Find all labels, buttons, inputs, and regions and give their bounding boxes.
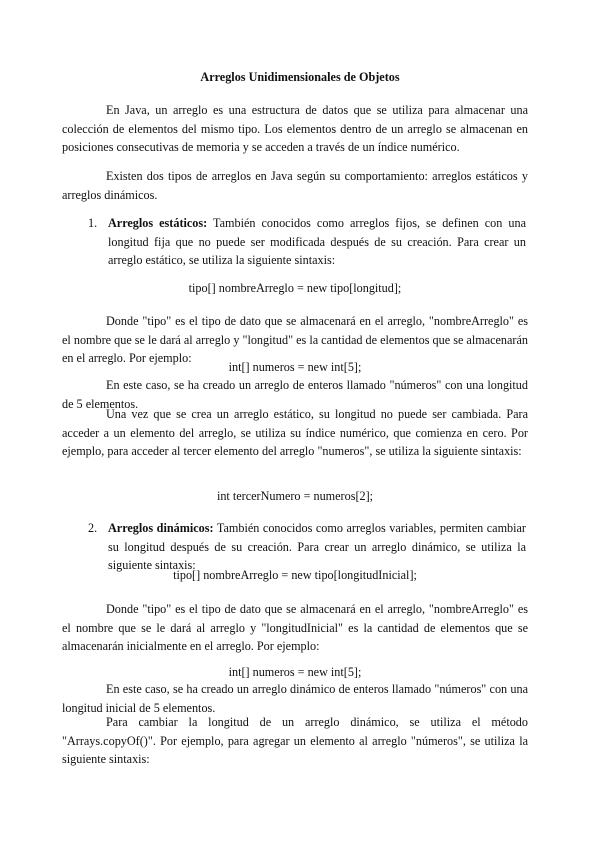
static-description: También conocidos como arreglos fijos, se definen con una longitud fija que no puede ser modificada después de su creación. Para crear un arreglo estático, se utiliza la siguiente sintaxis: (108, 216, 526, 267)
list-number-2: 2. (88, 521, 98, 535)
code-static-declaration: tipo[] nombreArreglo = new tipo[longitud]; (188, 281, 402, 295)
intro-paragraph-1: En Java, un arreglo es una estructura de datos que se utiliza para almacenar una colección de elementos del mismo tipo. Los elementos dentro de un arreglo se almacenan en posiciones consecutivas de memoria y se acceden a través de un índice numérico. (62, 103, 528, 154)
static-acceso-paragraph: Una vez que se crea un arreglo estático, su longitud no puede ser cambiada. Para acceder a un elemento del arreglo, se utiliza su índice numérico, que comienza en cero. Por ejemplo, para acceder al tercer elemento del arreglo "numeros", se utiliza la siguiente sintaxis: (62, 407, 528, 458)
static-heading: Arreglos estáticos: (108, 216, 208, 230)
code-dynamic-example: int[] numeros = new int[5]; (228, 665, 362, 679)
intro-paragraph-2: Existen dos tipos de arreglos en Java según su comportamiento: arreglos estáticos y arreglos dinámicos. (62, 169, 528, 202)
static-caso-paragraph: En este caso, se ha creado un arreglo de enteros llamado "números" con una longitud de 5 elementos. (62, 378, 528, 411)
dynamic-description: También conocidos como arreglos variables, permiten cambiar su longitud después de su creación. Para crear un arreglo dinámico, se utiliza la siguiente sintaxis: (108, 521, 526, 572)
dynamic-donde-paragraph: Donde "tipo" es el tipo de dato que se almacenará en el arreglo, "nombreArreglo" es el nombre que se le dará al arreglo y "longitudInicial" es la cantidad de elementos que se almacenarán inicialmente en el arreglo. Por ejemplo: (62, 602, 528, 653)
page-title: Arreglos Unidimensionales de Objetos (200, 70, 400, 84)
code-static-access: int tercerNumero = numeros[2]; (216, 489, 374, 503)
dynamic-caso-paragraph: En este caso, se ha creado un arreglo dinámico de enteros llamado "números" con una longitud inicial de 5 elementos. (62, 682, 528, 715)
dynamic-cambiar-paragraph: Para cambiar la longitud de un arreglo dinámico, se utiliza el método "Arrays.copyOf()". Por ejemplo, para agregar un elemento al arreglo "números", se utiliza la siguiente sintaxis: (62, 715, 528, 766)
list-item-static (108, 214, 526, 270)
dynamic-heading: Arreglos dinámicos: (108, 521, 214, 535)
static-donde-paragraph: Donde "tipo" es el tipo de dato que se almacenará en el arreglo, "nombreArreglo" es el nombre que se le dará al arreglo y "longitud" es la cantidad de elementos que se almacenarán en el arreglo. Por ejemplo: (62, 314, 528, 365)
list-number-1: 1. (88, 216, 98, 230)
code-static-example: int[] numeros = new int[5]; (228, 360, 362, 374)
code-dynamic-declaration: tipo[] nombreArreglo = new tipo[longitudInicial]; (173, 568, 417, 582)
